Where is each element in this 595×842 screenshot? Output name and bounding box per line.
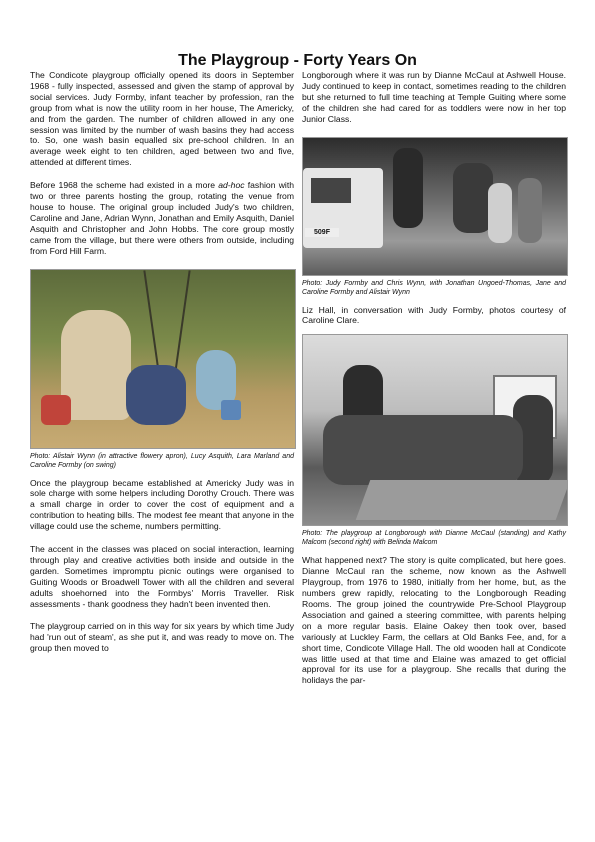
watering-can <box>41 395 71 425</box>
garden-sandpit-photo <box>30 269 296 449</box>
child-figure <box>518 178 542 243</box>
paragraph-emphasis: ad-hoc <box>218 180 245 191</box>
garden-photo-caption: Photo: Alistair Wynn (in attractive flowery apron), Lucy Asquith, Lara Marland and Caroline Formby (on swing) <box>30 452 294 469</box>
longborough-photo-caption: Photo: The playgroup at Longborough with Dianne McCaul (standing) and Kathy Malcom (second right) with Belinda Malcom <box>302 530 566 547</box>
paragraph-text: fashion with two or three parents hosting the group, rotating the venue from house to house. The original group included Judy's two children, Caroline and Jane, Adrian Wynn, Jonathan and Emily Asquith, Daniel Asquith and Christopher and John Hobbs. The core group mostly came from the village, but there were others from outside, including from Ford Hill Farm. <box>30 180 295 256</box>
paragraph-americky: Once the playgroup became established at Americky Judy was in sole charge with some helpers including Dorothy Crouch. There was a small charge in order to cover the cost of equipment and a contribution to heating bills. The modest fee meant that anyone in the village could use the scheme, numbers permitting. <box>30 477 294 532</box>
children-group <box>323 415 523 485</box>
swing-frame <box>173 270 190 379</box>
paragraph-what-next: What happened next? The story is quite complicated, but here goes. Dianne McCaul ran the scheme, now known as the Ashwell Playgroup, from 1976 to 1980, initially from her home, but, as the numbers grew rapidly, relocating to the Longborough Reading Rooms. The group joined the countrywide Pre-School Playgroup Association and gained a steering committee, with parents helping on a more regular basis. Elaine Oakey then took over, based variously at Luckley Farm, the cellars at Old Banks Fee, and, for a short time, Condicote Village Hall. The old wooden hall at Condicote was little used at that time and Elaine was amazed to get official approval for its use for a playgroup. She recalls that during the holidays the par- <box>302 555 566 686</box>
paragraph-opening: The Condicote playgroup officially opened its doors in September 1968 - fully inspected, assessed and given the stamp of approval by social services. Judy Formby, infant teacher by profession, ran the group from what is now the utility room in her house, The Americky, and from the garden. The number of children allowed in any one session was limited by the number of wash basins they had access to. So, one wash basin equalled six pre-school children. In an average week eight to ten children, aged between two and five, attended at different times. <box>30 70 294 168</box>
car-photo-caption: Photo: Judy Formby and Chris Wynn, with Jonathan Ungoed-Thomas, Jane and Caroline Formby and Alistair Wynn <box>302 279 566 296</box>
adult-figure <box>453 163 493 233</box>
table <box>356 480 568 520</box>
paragraph-accent: The accent in the classes was placed on social interaction, learning through play and creative activities both inside and outside in the garden. Sometimes impromptu picnic outings were organised to Guiting Woods or Broadwell Tower with all the children and several adults shoehorned into the Formbys' Morris Traveller. Risk assessments - thank goodness they hadn't been invented then. <box>30 544 294 609</box>
swing-frame <box>143 270 160 379</box>
left-column <box>30 70 294 666</box>
car-outing-photo <box>302 137 568 276</box>
child-figure <box>488 183 512 243</box>
paragraph-credit: Liz Hall, in conversation with Judy Formby, photos courtesy of Caroline Clare. <box>302 304 566 326</box>
longborough-group-photo <box>302 334 568 526</box>
paragraph-text: Before 1968 the scheme had existed in a more <box>30 180 219 191</box>
page-title: The Playgroup - Forty Years On <box>178 52 417 69</box>
bucket <box>221 400 241 420</box>
car-window <box>311 178 351 203</box>
paragraph-before-1968 <box>30 180 294 256</box>
adult-figure <box>393 148 423 228</box>
number-plate: 509F <box>305 228 339 237</box>
paragraph-longborough: Longborough where it was run by Dianne McCaul at Ashwell House. Judy continued to keep in contact, sometimes reading to the children but she returned to full time teaching at Temple Guiting where some of the children she had cared for as toddlers were now in her top Junior Class. <box>302 70 566 124</box>
child-figure <box>61 310 131 420</box>
paragraph-six-years: The playgroup carried on in this way for six years by which time Judy had 'run out of steam', as she put it, and was ready to move on. The group then moved to <box>30 621 294 654</box>
right-column <box>302 70 566 698</box>
child-figure <box>126 365 186 425</box>
